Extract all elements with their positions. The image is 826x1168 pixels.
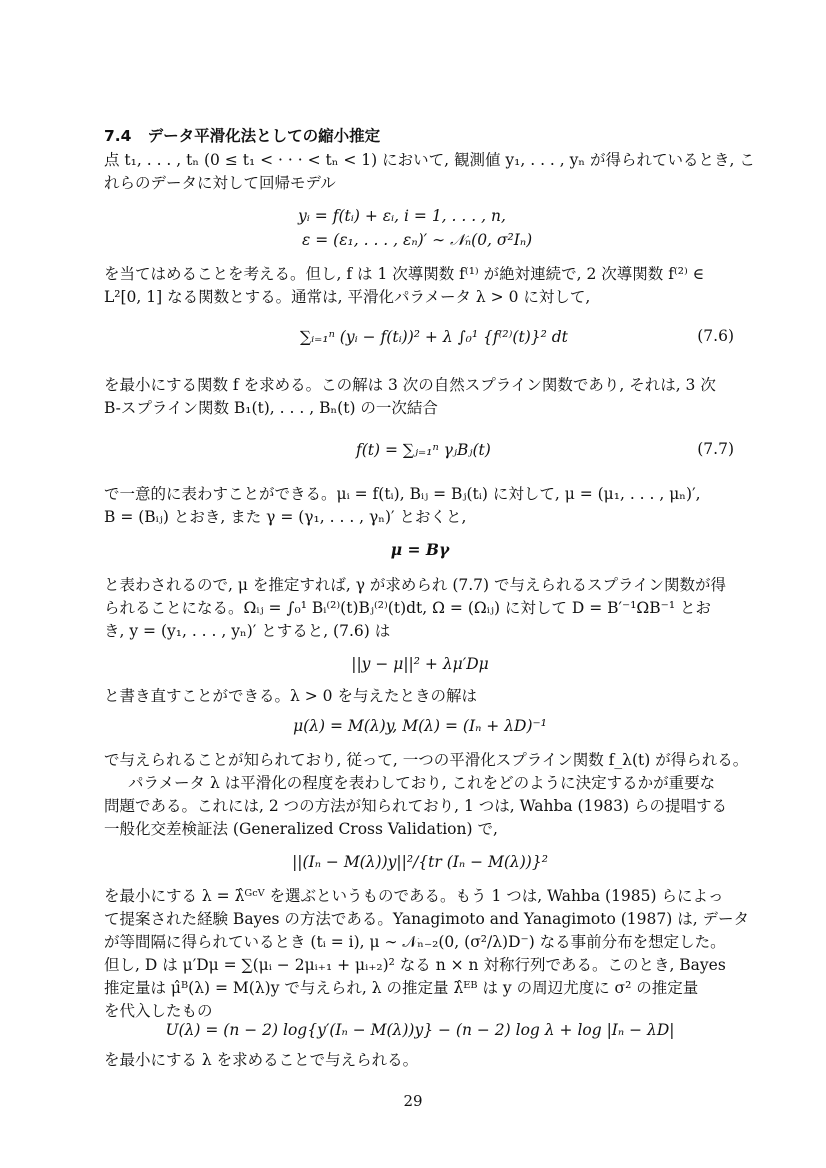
text-line: て提案された経験 Bayes の方法である。Yanagimoto and Yanagimoto (1987) は, データ <box>104 910 750 928</box>
text-line: られることになる。Ωᵢⱼ = ∫₀¹ Bᵢ⁽²⁾(t)Bⱼ⁽²⁾(t)dt, Ω = (Ωᵢⱼ) に対して D = B′⁻¹ΩB⁻¹ とお <box>104 599 711 617</box>
page-number: 29 <box>403 1092 423 1110</box>
text-line: と書き直すことができる。λ > 0 を与えたときの解は <box>104 687 477 705</box>
text-line: B = (Bᵢⱼ) とおき, また γ = (γ₁, . . . , γₙ)′ とおくと, <box>104 508 467 526</box>
text-line: れらのデータに対して回帰モデル <box>104 174 336 192</box>
text-line: を最小にする λ = λ̂ᴳᶜⱽ を選ぶというものである。もう 1 つは, Wahba (1985) らによっ <box>104 887 724 905</box>
text-line: き, y = (y₁, . . . , yₙ)′ とすると, (7.6) は <box>104 622 391 640</box>
equation-solution: μ(λ) = M(λ)y, M(λ) = (Iₙ + λD)⁻¹ <box>293 717 547 735</box>
text-line: を最小にする λ を求めることで与えられる。 <box>104 1051 419 1069</box>
equation-gcv: ||(Iₙ − M(λ))y||²/{tr (Iₙ − M(λ))}² <box>292 853 548 871</box>
equation-number: (7.7) <box>697 440 734 458</box>
equation-7-7: f(t) = ∑ⱼ₌₁ⁿ γⱼBⱼ(t) <box>356 441 491 459</box>
equation-7-6: ∑ᵢ₌₁ⁿ (yᵢ − f(tᵢ))² + λ ∫₀¹ {f⁽²⁾(t)}² dt <box>300 328 568 346</box>
text-line: を当てはめることを考える。但し, f は 1 次導関数 f⁽¹⁾ が絶対連続で, 2 次導関数 f⁽²⁾ ∈ <box>104 265 705 283</box>
text-line: 点 t₁, . . . , tₙ (0 ≤ t₁ < · · · < tₙ < 1) において, 観測値 y₁, . . . , yₙ が得られているとき, こ <box>104 151 755 169</box>
text-line: と表わされるので, μ を推定すれば, γ が求められ (7.7) で与えられるスプライン関数が得 <box>104 576 727 594</box>
text-line: で一意的に表わすことができる。μᵢ = f(tᵢ), Bᵢⱼ = Bⱼ(tᵢ) に対して, μ = (μ₁, . . . , μₙ)′, <box>104 485 701 503</box>
equation-penalized: ||y − μ||² + λμ′Dμ <box>351 655 489 673</box>
text-line: で与えられることが知られており, 従って, 一つの平滑化スプライン関数 f_λ(t) が得られる。 <box>104 751 749 769</box>
text-line: を最小にする関数 f を求める。この解は 3 次の自然スプライン関数であり, それは, 3 次 <box>104 376 716 394</box>
text-line: が等間隔に得られているとき (tᵢ = i), μ ∼ 𝒩ₙ₋₂(0, (σ²/λ)D⁻) なる事前分布を想定した。 <box>104 933 726 951</box>
section-title: データ平滑化法としての縮小推定 <box>147 127 381 145</box>
equation-model-2: ε = (ε₁, . . . , εₙ)′ ∼ 𝒩ₙ(0, σ²Iₙ) <box>302 231 533 249</box>
equation-mu: μ = Bγ <box>390 540 450 559</box>
equation-number: (7.6) <box>697 327 734 345</box>
text-line: を代入したもの <box>104 1002 213 1020</box>
text-line: B-スプライン関数 B₁(t), . . . , Bₙ(t) の一次結合 <box>104 399 438 417</box>
text-line: L²[0, 1] なる関数とする。通常は, 平滑化パラメータ λ > 0 に対して, <box>104 288 591 306</box>
text-line: 推定量は μ̂ᴮ(λ) = M(λ)y で与えられ, λ の推定量 λ̂ᴱᴮ は y の周辺尤度に σ² の推定量 <box>104 979 699 997</box>
text-line: 一般化交差検証法 (Generalized Cross Validation) で, <box>104 820 498 838</box>
text-line: 但し, D は μ′Dμ = ∑(μᵢ − 2μᵢ₊₁ + μᵢ₊₂)² なる n × n 対称行列である。このとき, Bayes <box>104 956 726 974</box>
section-heading <box>104 126 736 146</box>
section-number: 7.4 <box>104 127 132 145</box>
equation-model-1: yᵢ = f(tᵢ) + εᵢ, i = 1, . . . , n, <box>298 207 506 225</box>
equation-U: U(λ) = (n − 2) log{y′(Iₙ − M(λ))y} − (n − 2) log λ + log |Iₙ − λD| <box>165 1021 675 1039</box>
text-line: 問題である。これには, 2 つの方法が知られており, 1 つは, Wahba (1983) らの提唱する <box>104 797 728 815</box>
text-line: パラメータ λ は平滑化の程度を表わしており, これをどのように決定するかが重要な <box>128 774 716 792</box>
